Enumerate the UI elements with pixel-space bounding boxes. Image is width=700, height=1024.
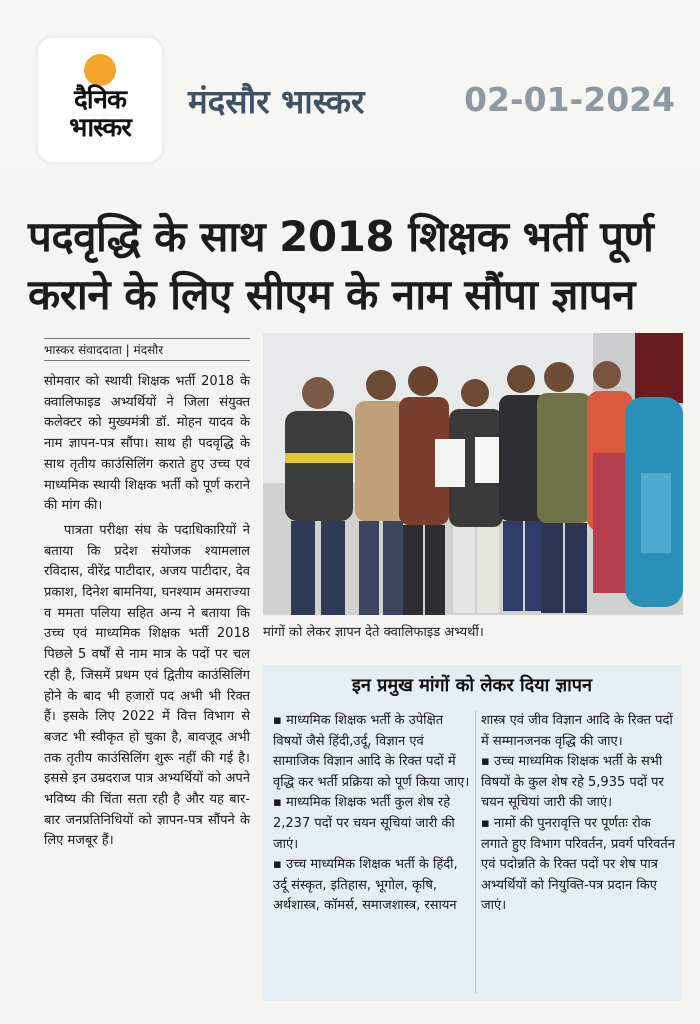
sun-logo-icon: [84, 54, 116, 86]
logo-text-line1: दैनिक: [74, 85, 126, 115]
headline-line-1: पदवृद्धि के साथ 2018 शिक्षक भर्ती पूर्ण: [28, 212, 654, 261]
demand-item: ▪ माध्यमिक शिक्षक भर्ती के उपेक्षित विषयों जैसे हिंदी,उर्दू, विज्ञान एवं सामाजिक विज्ञान आदि के रिक्त पदों में वृद्धि कर भर्ती प्रक्रिया को पूर्ण किया जाए।: [273, 713, 470, 790]
logo-text-line2: भास्कर: [69, 113, 131, 143]
demand-item: ▪ माध्यमिक शिक्षक भर्ती कुल शेष रहे 2,237 पदों पर चयन सूचियां जारी की जाएं।: [273, 795, 455, 852]
page-header: [0, 0, 700, 175]
article-byline: भास्कर संवाददाता | मंदसौर: [44, 338, 250, 361]
demand-item: ▪ नामों की पुनरावृत्ति पर पूर्णतः रोक लगाते हुए विभाग परिवर्तन, प्रवर्ग परिवर्तन एवं पदोन्नति के रिक्त पदों पर शेष पात्र अभ्यर्थियों को नियुक्ति-पत्र प्रदान किए जाएं।: [481, 815, 676, 914]
edition-name: मंदसौर भास्कर: [188, 82, 365, 121]
demands-title: इन प्रमुख मांगों को लेकर दिया ज्ञापन: [352, 675, 592, 696]
demands-right-column: [481, 711, 679, 917]
demand-item: ▪ उच्च माध्यमिक शिक्षक भर्ती के सभी विषयों के कुल शेष रहे 5,935 पदों पर चयन सूचियां जारी की जाएं।: [481, 754, 664, 811]
photo-caption: मांगों को लेकर ज्ञापन देते क्वालिफाइड अभ्यर्थी।: [263, 625, 484, 640]
demands-box: [263, 665, 681, 1001]
demand-item: ▪ उच्च माध्यमिक शिक्षक भर्ती के हिंदी, उर्दू संस्कृत, इतिहास, भूगोल, कृषि, अर्थशास्त्र, कॉमर्स, समाजशास्त्र, रसायन: [273, 857, 458, 914]
article-headline: [28, 208, 688, 324]
article-body: [44, 372, 250, 856]
publication-date: 02-01-2024: [464, 80, 676, 119]
article-photo: [263, 333, 683, 615]
article-paragraph-1: सोमवार को स्थायी शिक्षक भर्ती 2018 के क्वालिफाइड अभ्यर्थियों ने जिला संयुक्त कलेक्टर को मुख्यमंत्री डॉ. मोहन यादव के नाम ज्ञापन-पत्र सौंपा। साथ ही पदवृद्धि के साथ तृतीय काउंसिलिंग कराते हुए उच्च एवं माध्यमिक स्थायी शिक्षक भर्ती को पूर्ण कराने की मांग की।: [44, 374, 250, 514]
newspaper-logo: [38, 38, 162, 162]
headline-line-2: कराने के लिए सीएम के नाम सौंपा ज्ञापन: [28, 270, 635, 319]
article-paragraph-2: पात्रता परीक्षा संघ के पदाधिकारियों ने बताया कि प्रदेश संयोजक श्यामलाल रविदास, वीरेंद्र पाटीदार, अजय पाटीदार, देव प्रकाश, दिनेश बामनिया, घनश्याम अमराज्या व ममता पलिया सहित अन्य ने बताया कि उच्च एवं माध्यमिक शिक्षक भर्ती 2018 पिछले 5 वर्षों से नाम मात्र के पदों पर चल रही है, जिसमें प्रथम एवं द्वितीय काउंसिलिंग होने के बाद भी हजारों पद अभी भी रिक्त हैं। इसके लिए 2022 में वित्त विभाग से बजट भी स्वीकृत हो चुका है, बावजूद अभी तक तृतीय काउंसिलिंग शुरू नहीं की गई है। इससे इन उम्रदराज पात्र अभ्यर्थियों को अपने भविष्य की चिंता सता रही है और यह बार-बार जनप्रतिनिधियों को ज्ञापन-पत्र सौंपने के लिए मजबूर हैं।: [44, 522, 250, 849]
demand-item: शास्त्र एवं जीव विज्ञान आदि के रिक्त पदों में सम्मानजनक वृद्धि की जाए।: [481, 713, 673, 749]
column-divider: [475, 711, 476, 993]
demands-left-column: [273, 711, 471, 917]
group-photo-illustration: [263, 333, 683, 615]
